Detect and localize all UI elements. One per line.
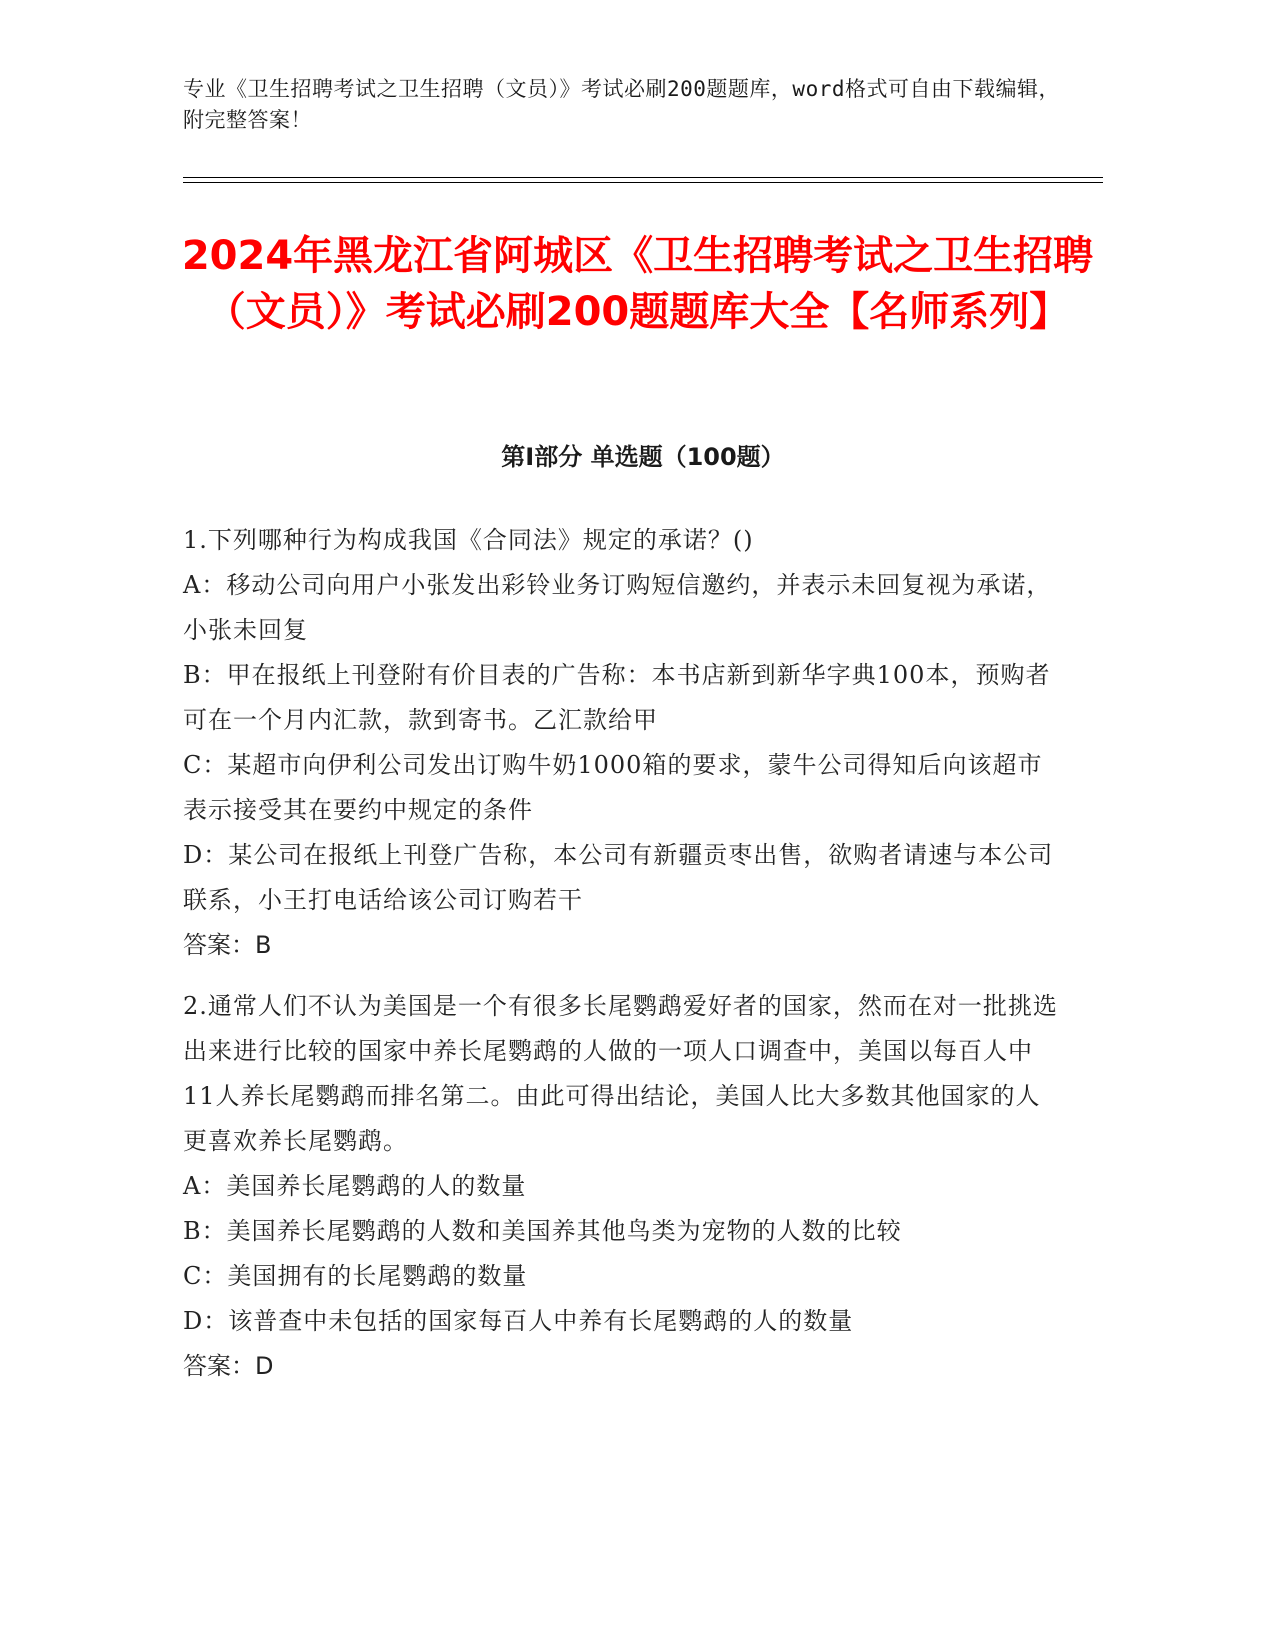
option-c: C：美国拥有的长尾鹦鹉的数量 [183,1262,528,1290]
option-a: A：美国养长尾鹦鹉的人的数量 [183,1172,527,1200]
question-stem: 1.下列哪种行为构成我国《合同法》规定的承诺？() [183,526,754,554]
header-divider-bottom [183,182,1103,183]
option-b: B：甲在报纸上刊登附有价目表的广告称：本书店新到新华字典100本，预购者可在一个月内汇款，款到寄书。乙汇款给甲 [183,661,1051,734]
answer: 答案：B [183,931,272,959]
option-c: C：某超市向伊利公司发出订购牛奶1000箱的要求，蒙牛公司得知后向该超市表示接受其在要约中规定的条件 [183,751,1043,824]
option-d: D：该普查中未包括的国家每百人中养有长尾鹦鹉的人的数量 [183,1307,854,1335]
question-stem: 2.通常人们不认为美国是一个有很多长尾鹦鹉爱好者的国家，然而在对一批挑选出来进行比较的国家中养长尾鹦鹉的人做的一项人口调查中，美国以每百人中11人养长尾鹦鹉而排名第二。由此可得出结论，美国人比大多数其他国家的人更喜欢养长尾鹦鹉。 [183,992,1058,1155]
option-d: D：某公司在报纸上刊登广告称，本公司有新疆贡枣出售，欲购者请速与本公司联系，小王打电话给该公司订购若干 [183,841,1054,914]
option-a: A：移动公司向用户小张发出彩铃业务订购短信邀约，并表示未回复视为承诺，小张未回复 [183,571,1052,644]
answer: 答案：D [183,1352,274,1380]
question-2 [183,984,1063,1389]
document-title: 2024年黑龙江省阿城区《卫生招聘考试之卫生招聘（文员）》考试必刷200题题库大全【名师系列】 [181,233,1094,335]
header-divider-top [183,177,1103,178]
section-heading: 第I部分 单选题（100题） [501,443,785,471]
question-1 [183,518,1063,968]
header-note: 专业《卫生招聘考试之卫生招聘（文员）》考试必刷200题题库，word格式可自由下载编辑，附完整答案！ [183,77,1060,132]
option-b: B：美国养长尾鹦鹉的人数和美国养其他鸟类为宠物的人数的比较 [183,1217,902,1245]
